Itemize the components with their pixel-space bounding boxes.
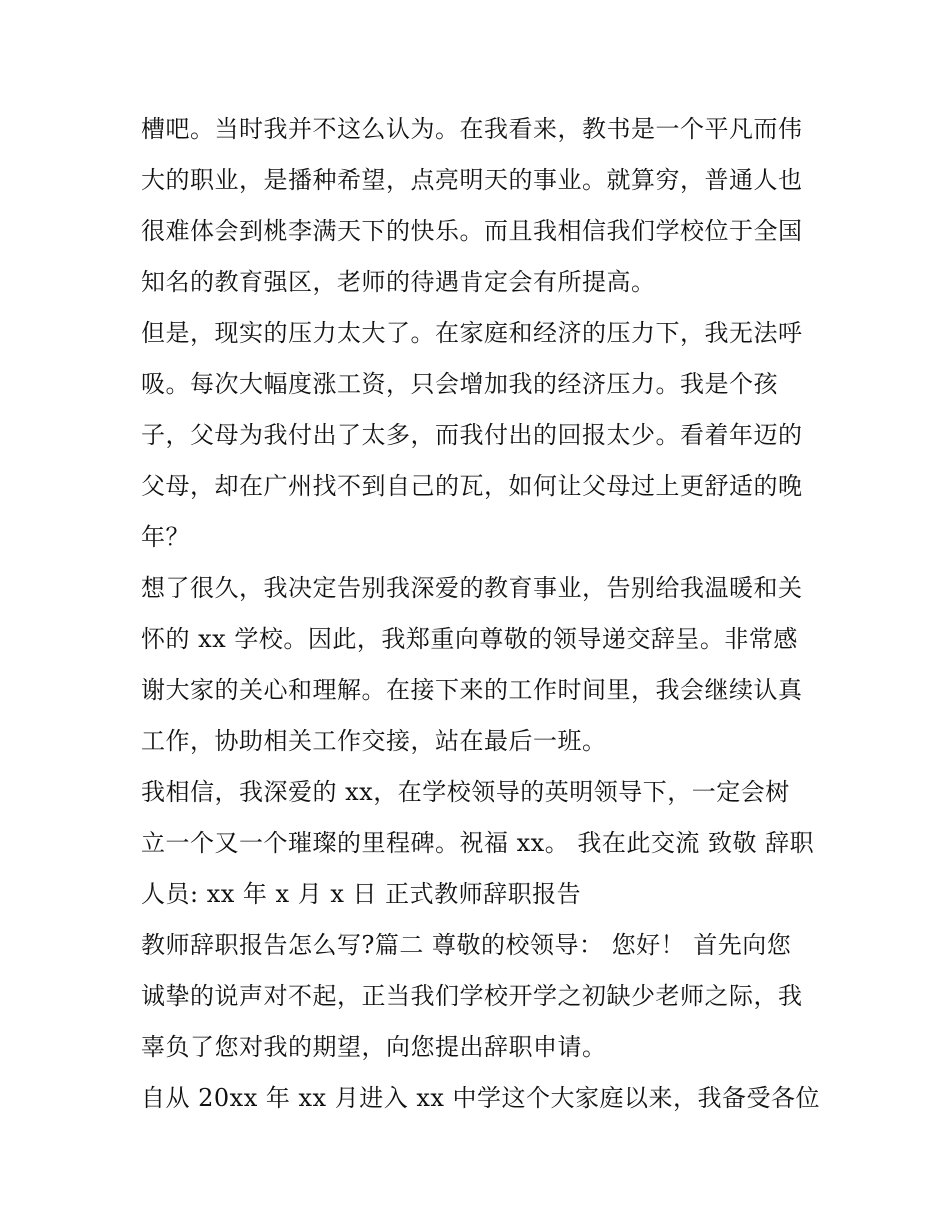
- text-line: 吸。每次大幅度涨工资，只会增加我的经济压力。我是个孩: [141, 370, 778, 398]
- text-line: 很难体会到桃李满天下的快乐。而且我相信我们学校位于全国: [141, 217, 803, 245]
- body-text: [141, 104, 821, 1124]
- text-line: 大的职业，是播种希望，点亮明天的事业。就算穷，普通人也: [141, 166, 803, 194]
- text-line: 年？: [141, 523, 190, 551]
- text-line: 立一个又一个璀璨的里程碑。祝福 xx。 我在此交流 致敬 辞职: [141, 829, 815, 857]
- text-line: 自从 20xx 年 xx 月进入 xx 中学这个大家庭以来，我备受各位: [141, 1084, 821, 1112]
- text-line: 但是，现实的压力太大了。在家庭和经济的压力下，我无法呼: [141, 319, 803, 347]
- text-line: 诚挚的说声对不起，正当我们学校开学之初缺少老师之际，我: [141, 982, 803, 1010]
- text-line: 想了很久，我决定告别我深爱的教育事业，告别给我温暖和关: [141, 574, 803, 602]
- text-line: 工作，协助相关工作交接，站在最后一班。: [141, 727, 607, 755]
- text-line: 我相信，我深爱的 xx，在学校领导的英明领导下，一定会树: [141, 778, 790, 806]
- text-line: 辜负了您对我的期望，向您提出辞职申请。: [141, 1033, 607, 1061]
- text-line: 人员: xx 年 x 月 x 日 正式教师辞职报告: [141, 880, 582, 908]
- text-line: 谢大家的关心和理解。在接下来的工作时间里，我会继续认真: [141, 676, 803, 704]
- text-line: 知名的教育强区，老师的待遇肯定会有所提高。: [141, 268, 656, 296]
- text-line: 子，父母为我付出了太多，而我付出的回报太少。看着年迈的: [141, 421, 803, 449]
- text-line: 槽吧。当时我并不这么认为。在我看来，教书是一个平凡而伟: [141, 115, 803, 143]
- text-line: 父母，却在广州找不到自己的瓦，如何让父母过上更舒适的晚: [141, 472, 803, 500]
- text-line: 教师辞职报告怎么写?篇二 尊敬的校领导： 您好！ 首先向您: [141, 931, 792, 959]
- text-line: 怀的 xx 学校。因此，我郑重向尊敬的领导递交辞呈。非常感: [141, 625, 798, 653]
